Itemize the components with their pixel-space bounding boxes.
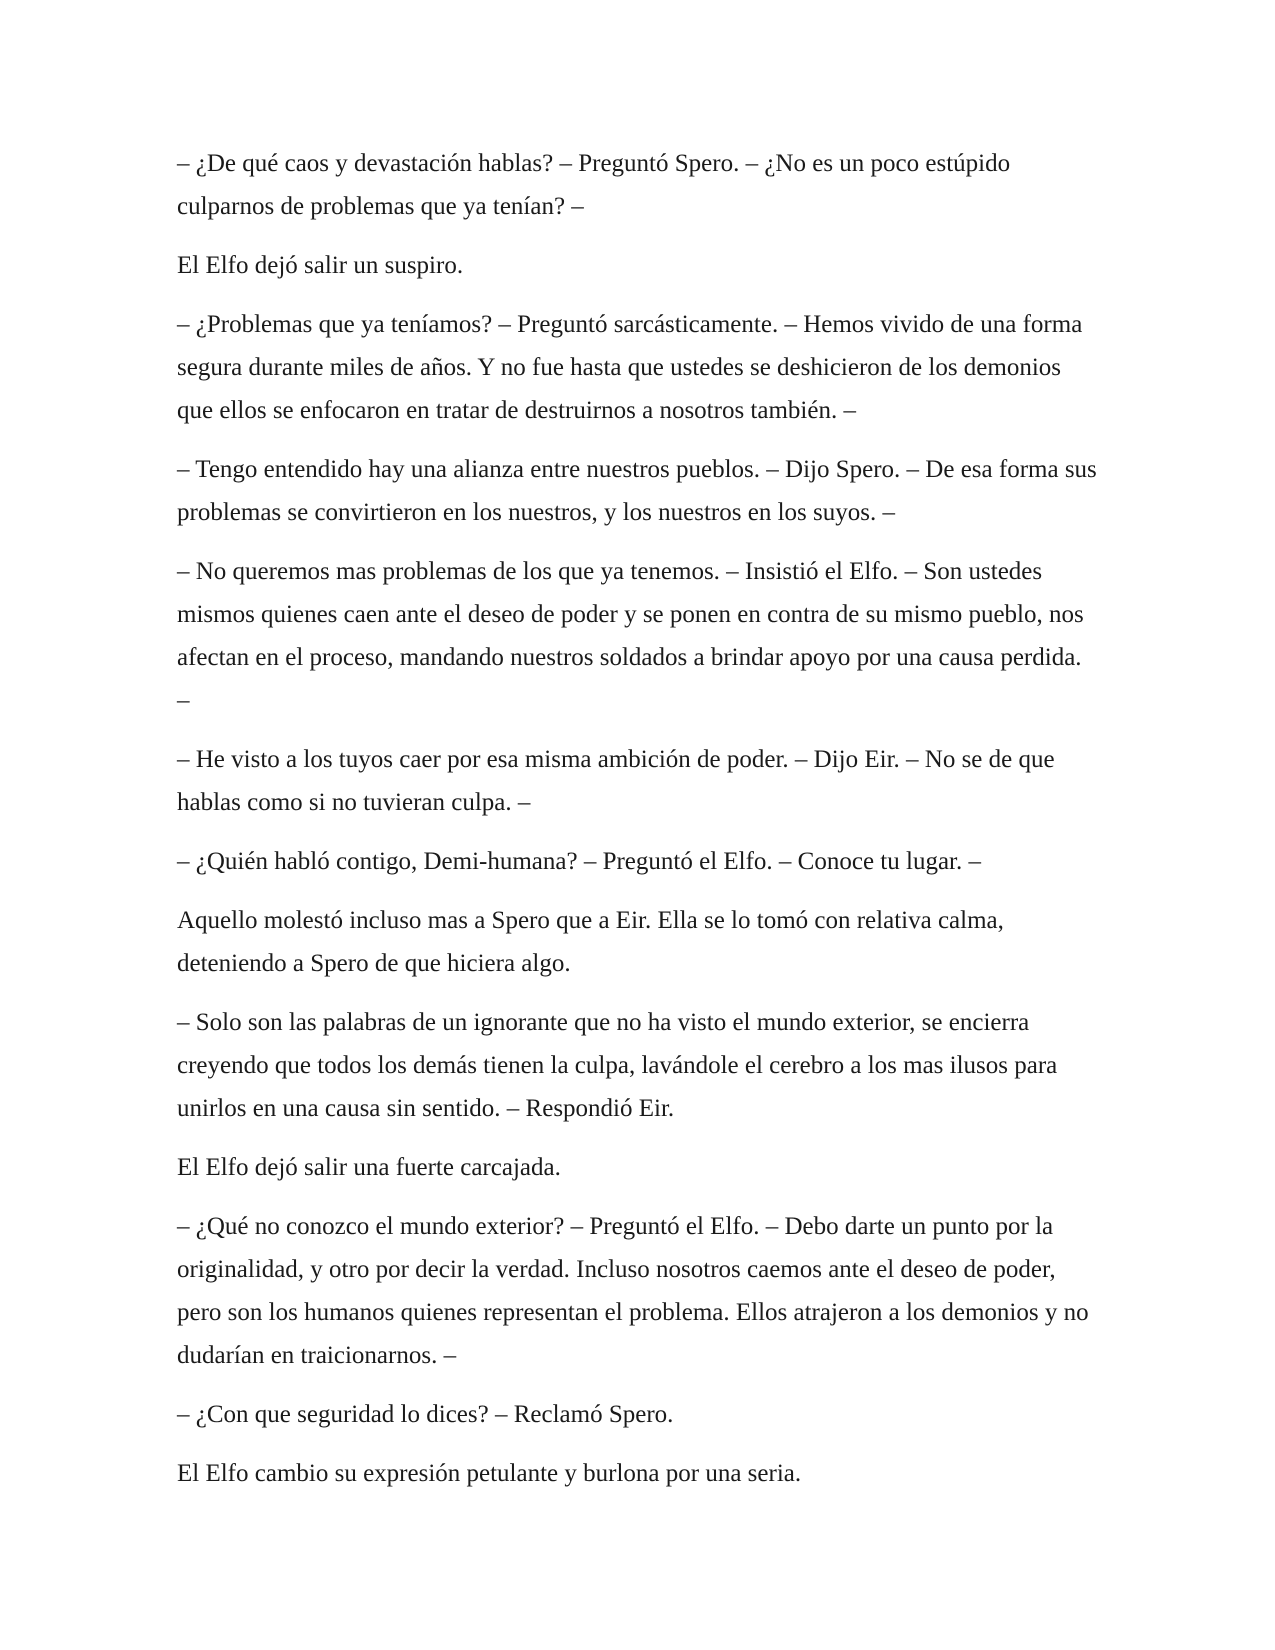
paragraph: – ¿Con que seguridad lo dices? – Reclamó Spero. <box>177 1401 674 1428</box>
paragraph: – Tengo entendido hay una alianza entre nuestros pueblos. – Dijo Spero. – De esa forma sus problemas se convirtieron en los nuestros, y los nuestros en los suyos. – <box>177 456 1097 526</box>
paragraph: – No queremos mas problemas de los que ya tenemos. – Insistió el Elfo. – Son ustedes mismos quienes caen ante el deseo de poder y se ponen en contra de su mismo pueblo, nos afectan en el proceso, mandando nuestros soldados a brindar apoyo por una causa perdida. – <box>177 558 1084 714</box>
body-text <box>177 142 1097 1495</box>
paragraph: El Elfo dejó salir un suspiro. <box>177 252 464 279</box>
paragraph: – ¿Problemas que ya teníamos? – Preguntó sarcásticamente. – Hemos vivido de una forma segura durante miles de años. Y no fue hasta que ustedes se deshicieron de los demonios que ellos se enfocaron en tratar de destruirnos a nosotros también. – <box>177 311 1083 424</box>
paragraph: – ¿De qué caos y devastación hablas? – Preguntó Spero. – ¿No es un poco estúpido culparnos de problemas que ya tenían? – <box>177 150 1011 220</box>
paragraph: – ¿Quién habló contigo, Demi-humana? – Preguntó el Elfo. – Conoce tu lugar. – <box>177 848 981 875</box>
paragraph: – Solo son las palabras de un ignorante que no ha visto el mundo exterior, se encierra creyendo que todos los demás tienen la culpa, lavándole el cerebro a los mas ilusos para unirlos en una causa sin sentido. – Respondió Eir. <box>177 1009 1058 1122</box>
paragraph: El Elfo cambio su expresión petulante y burlona por una seria. <box>177 1460 802 1487</box>
paragraph: – ¿Qué no conozco el mundo exterior? – Preguntó el Elfo. – Debo darte un punto por la originalidad, y otro por decir la verdad. Incluso nosotros caemos ante el deseo de poder, pero son los humanos quienes representan el problema. Ellos atrajeron a los demonios y no dudarían en traicionarnos. – <box>177 1213 1089 1369</box>
paragraph: – He visto a los tuyos caer por esa misma ambición de poder. – Dijo Eir. – No se de que hablas como si no tuvieran culpa. – <box>177 746 1055 816</box>
paragraph: Aquello molestó incluso mas a Spero que a Eir. Ella se lo tomó con relativa calma, deteniendo a Spero de que hiciera algo. <box>177 907 1004 977</box>
paragraph: El Elfo dejó salir una fuerte carcajada. <box>177 1154 561 1181</box>
